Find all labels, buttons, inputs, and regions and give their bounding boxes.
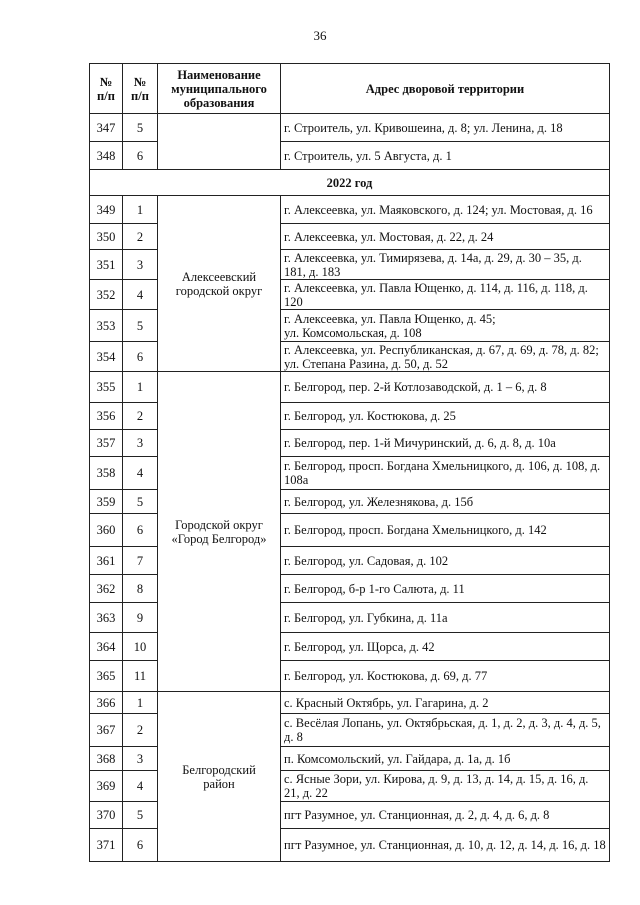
address-cell: г. Белгород, просп. Богдана Хмельницкого, д. 142 (281, 514, 610, 547)
row-number: 353 (90, 310, 123, 342)
row-number: 367 (90, 714, 123, 747)
row-subnumber: 2 (123, 224, 158, 250)
row-number: 348 (90, 142, 123, 170)
row-number: 356 (90, 403, 123, 430)
address-cell: г. Белгород, ул. Губкина, д. 11а (281, 603, 610, 633)
row-subnumber: 3 (123, 250, 158, 280)
row-number: 358 (90, 457, 123, 490)
row-number: 359 (90, 490, 123, 514)
address-cell: г. Алексеевка, ул. Мостовая, д. 22, д. 24 (281, 224, 610, 250)
address-cell: п. Комсомольский, ул. Гайдара, д. 1а, д. 1б (281, 747, 610, 771)
row-number: 351 (90, 250, 123, 280)
row-subnumber: 1 (123, 372, 158, 403)
address-cell: с. Ясные Зори, ул. Кирова, д. 9, д. 13, д. 14, д. 15, д. 16, д. 21, д. 22 (281, 771, 610, 802)
table-row (90, 692, 610, 714)
row-subnumber: 11 (123, 661, 158, 692)
address-cell: г. Алексеевка, ул. Маяковского, д. 124; ул. Мостовая, д. 16 (281, 196, 610, 224)
row-subnumber: 6 (123, 342, 158, 372)
address-table (89, 63, 610, 862)
address-cell: г. Алексеевка, ул. Павла Ющенко, д. 45; ул. Комсомольская, д. 108 (281, 310, 610, 342)
row-number: 352 (90, 280, 123, 310)
address-cell: г. Белгород, пер. 2-й Котлозаводской, д. 1 – 6, д. 8 (281, 372, 610, 403)
row-number: 355 (90, 372, 123, 403)
address-cell: с. Весёлая Лопань, ул. Октябрьская, д. 1, д. 2, д. 3, д. 4, д. 5, д. 8 (281, 714, 610, 747)
row-number: 370 (90, 802, 123, 829)
address-cell: г. Белгород, б-р 1-го Салюта, д. 11 (281, 575, 610, 603)
address-cell: пгт Разумное, ул. Станционная, д. 2, д. 4, д. 6, д. 8 (281, 802, 610, 829)
address-cell: г. Алексеевка, ул. Республиканская, д. 67, д. 69, д. 78, д. 82; ул. Степана Разина, д. 50, д. 52 (281, 342, 610, 372)
row-subnumber: 4 (123, 280, 158, 310)
row-number: 349 (90, 196, 123, 224)
address-cell: г. Алексеевка, ул. Павла Ющенко, д. 114, д. 116, д. 118, д. 120 (281, 280, 610, 310)
address-cell: г. Белгород, ул. Железнякова, д. 15б (281, 490, 610, 514)
header-num1: № п/п (90, 64, 123, 114)
year-label: 2022 год (90, 170, 610, 196)
row-subnumber: 7 (123, 547, 158, 575)
table-row (90, 196, 610, 224)
row-number: 368 (90, 747, 123, 771)
row-number: 364 (90, 633, 123, 661)
address-cell: г. Белгород, ул. Садовая, д. 102 (281, 547, 610, 575)
row-subnumber: 3 (123, 747, 158, 771)
row-subnumber: 4 (123, 457, 158, 490)
row-number: 347 (90, 114, 123, 142)
row-number: 357 (90, 430, 123, 457)
row-number: 361 (90, 547, 123, 575)
row-subnumber: 6 (123, 514, 158, 547)
row-number: 369 (90, 771, 123, 802)
municipality-cell: Алексеевский городской округ (158, 196, 281, 372)
row-subnumber: 5 (123, 114, 158, 142)
row-subnumber: 6 (123, 142, 158, 170)
address-cell: г. Белгород, просп. Богдана Хмельницкого, д. 106, д. 108, д. 108а (281, 457, 610, 490)
address-cell: пгт Разумное, ул. Станционная, д. 10, д. 12, д. 14, д. 16, д. 18 (281, 829, 610, 862)
row-subnumber: 1 (123, 692, 158, 714)
row-number: 362 (90, 575, 123, 603)
row-subnumber: 5 (123, 802, 158, 829)
row-subnumber: 8 (123, 575, 158, 603)
header-row (90, 64, 610, 114)
page-number: 36 (313, 28, 327, 43)
row-subnumber: 6 (123, 829, 158, 862)
municipality-cell: Белгородский район (158, 692, 281, 862)
row-number: 366 (90, 692, 123, 714)
row-number: 371 (90, 829, 123, 862)
row-subnumber: 5 (123, 310, 158, 342)
row-number: 350 (90, 224, 123, 250)
address-cell: г. Строитель, ул. Кривошеина, д. 8; ул. Ленина, д. 18 (281, 114, 610, 142)
row-number: 360 (90, 514, 123, 547)
row-subnumber: 4 (123, 771, 158, 802)
municipality-cell: Городской округ «Город Белгород» (158, 372, 281, 692)
header-num2: № п/п (123, 64, 158, 114)
year-row (90, 170, 610, 196)
address-cell: г. Белгород, ул. Костюкова, д. 25 (281, 403, 610, 430)
address-cell: г. Строитель, ул. 5 Августа, д. 1 (281, 142, 610, 170)
row-subnumber: 9 (123, 603, 158, 633)
row-number: 363 (90, 603, 123, 633)
address-cell: с. Красный Октябрь, ул. Гагарина, д. 2 (281, 692, 610, 714)
row-subnumber: 2 (123, 403, 158, 430)
row-subnumber: 5 (123, 490, 158, 514)
address-cell: г. Белгород, ул. Щорса, д. 42 (281, 633, 610, 661)
row-subnumber: 3 (123, 430, 158, 457)
row-subnumber: 2 (123, 714, 158, 747)
row-subnumber: 1 (123, 196, 158, 224)
header-address: Адрес дворовой территории (281, 64, 610, 114)
address-cell: г. Белгород, пер. 1-й Мичуринский, д. 6, д. 8, д. 10а (281, 430, 610, 457)
address-cell: г. Белгород, ул. Костюкова, д. 69, д. 77 (281, 661, 610, 692)
row-subnumber: 10 (123, 633, 158, 661)
table-row (90, 114, 610, 142)
municipality-cell (158, 114, 281, 170)
address-cell: г. Алексеевка, ул. Тимирязева, д. 14а, д. 29, д. 30 – 35, д. 181, д. 183 (281, 250, 610, 280)
row-number: 365 (90, 661, 123, 692)
row-number: 354 (90, 342, 123, 372)
table-row (90, 372, 610, 403)
header-municipality: Наименование муниципального образования (158, 64, 281, 114)
